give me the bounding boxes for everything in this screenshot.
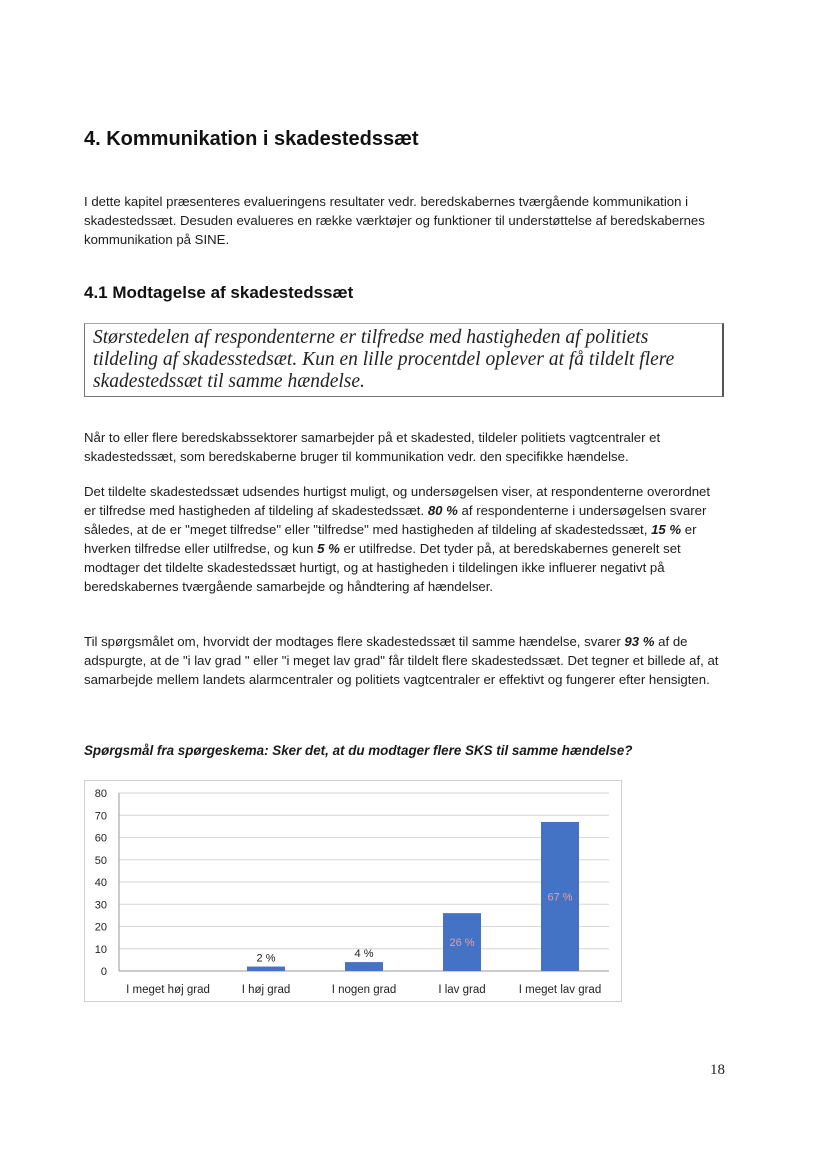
y-tick-label: 10 xyxy=(94,943,107,956)
x-tick-label: I høj grad xyxy=(241,984,291,996)
y-tick-label: 80 xyxy=(94,788,107,800)
intro-paragraph: I dette kapitel præsenteres evalueringens resultater vedr. beredskabernes tværgående kommunikation i skadestedssæt. Desuden evalueres en række værktøjer og funktioner til understøttelse af beredskabernes kommunikation på SINE. xyxy=(84,194,705,247)
y-tick-label: 60 xyxy=(94,832,107,845)
section-heading: 4.1 Modtagelse af skadestedssæt xyxy=(84,283,354,302)
paragraph-3-text-2: af de adspurgte, at de "i lav grad " eller "i meget lav grad" får tildelt flere skadestedssæt. Det tegner et billede af, at samarbejde mellem landets alarmcentraler og politiets vagtcentraler er effektivt og fungerer efter hensigten. xyxy=(84,634,719,687)
paragraph-2-text-2: af respondenterne i undersøgelsen svarer således, at de er "meget tilfredse" eller "tilfredse" med hastigheden af tildeling af skadestedssæt, xyxy=(84,503,707,537)
data-label: 67 % xyxy=(547,891,573,904)
callout-text: Størstedelen af respondenterne er tilfredse med hastigheden af politiets tildeling af skadesstedsæt. Kun en lille procentdel oplever at få tildelt flere skadestedssæt til samme hændelse. xyxy=(93,327,675,392)
chapter-heading: 4. Kommunikation i skadestedssæt xyxy=(84,128,419,150)
paragraph-2-text-3: er hverken tilfredse eller utilfredse, og kun xyxy=(84,522,697,556)
x-tick-label: I meget høj grad xyxy=(126,984,210,996)
y-tick-label: 40 xyxy=(94,877,107,889)
bar xyxy=(345,962,383,971)
y-tick-label: 20 xyxy=(94,921,107,934)
y-tick-label: 0 xyxy=(100,966,107,978)
page-number: 18 xyxy=(710,1062,725,1078)
x-tick-label: I meget lav grad xyxy=(518,984,602,996)
bar xyxy=(247,967,285,971)
paragraph-3 xyxy=(84,632,724,689)
paragraph-2 xyxy=(84,482,724,596)
y-tick-label: 30 xyxy=(94,899,107,912)
chart-caption: Spørgsmål fra spørgeskema: Sker det, at du modtager flere SKS til samme hændelse? xyxy=(84,743,633,758)
data-label: 26 % xyxy=(449,937,475,950)
paragraph-1: Når to eller flere beredskabssektorer samarbejder på et skadested, tildeler politiets vagtcentraler et skadestedssæt, som beredskaberne bruger til kommunikation vedr. den specifikke hændelse. xyxy=(84,430,661,464)
stat-15-percent: 15 % xyxy=(651,522,682,537)
x-tick-label: I lav grad xyxy=(438,984,486,996)
y-tick-label: 70 xyxy=(94,810,107,823)
stat-5-percent: 5 % xyxy=(317,541,340,556)
x-tick-label: I nogen grad xyxy=(331,984,397,996)
stat-93-percent: 93 % xyxy=(624,634,655,649)
summary-callout xyxy=(84,323,724,397)
paragraph-2-text-1: Det tildelte skadestedssæt udsendes hurtigst muligt, og undersøgelsen viser, at respondenterne overordnet er tilfredse med hastigheden af tildeling af skadestedssæt. xyxy=(84,484,711,518)
y-tick-label: 50 xyxy=(94,854,107,867)
paragraph-3-text-1: Til spørgsmålet om, hvorvidt der modtages flere skadestedssæt til samme hændelse, svarer xyxy=(84,634,621,649)
data-label: 2 % xyxy=(256,952,276,965)
stat-80-percent: 80 % xyxy=(427,503,458,518)
data-label: 4 % xyxy=(354,948,374,961)
bar-chart-frame xyxy=(84,780,622,1002)
paragraph-2-text-4: er utilfredse. Det tyder på, at beredskabernes generelt set modtager det tildelte skadestedssæt hurtigt, og at hastigheden i tildelingen ikke influerer negativt på beredskabernes tværgående samarbejde og håndtering af hændelser. xyxy=(84,541,681,594)
bar-chart xyxy=(85,781,623,1003)
